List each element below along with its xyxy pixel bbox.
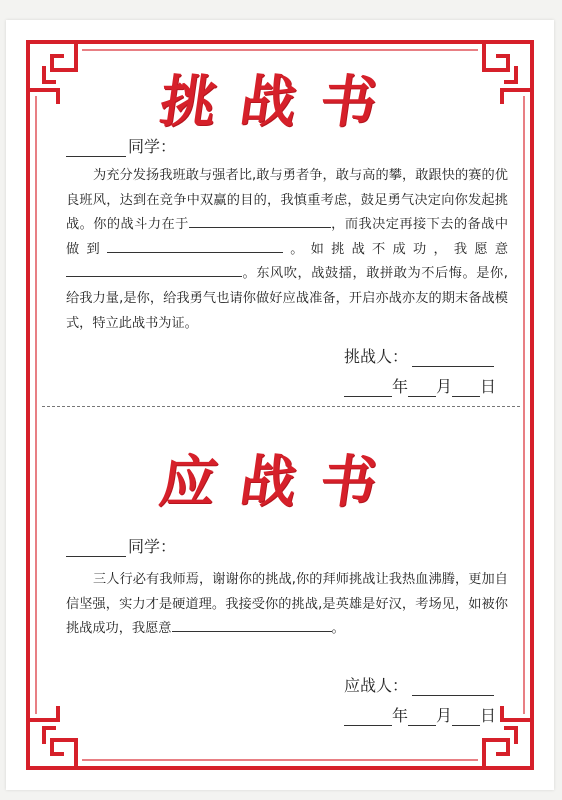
response-title: 应战书 (155, 449, 406, 515)
name-blank (66, 142, 126, 157)
month-blank (408, 711, 436, 726)
year-blank (344, 711, 392, 726)
year-blank (344, 382, 392, 397)
response-text-2: 。 (331, 621, 345, 637)
goal-blank (107, 238, 283, 253)
day-label: 日 (480, 377, 497, 396)
strength-blank (189, 213, 331, 228)
responder-signature (344, 673, 494, 696)
month-label: 月 (436, 377, 453, 396)
responder-blank (412, 681, 494, 696)
response-greeting (66, 534, 176, 557)
day-label: 日 (480, 706, 497, 725)
challenger-signature (344, 344, 494, 367)
challenger-label: 挑战人： (344, 347, 409, 366)
challenge-body (66, 164, 508, 336)
challenge-text-1: 为充分发扬我班敢与强者比,敢与勇者争，敢与高的攀，敢跟快的赛的优良班风，达到在竞争中双赢的目的，我慎重考虑，鼓足勇气决定向你发起挑战。你的战斗力在于 (66, 168, 508, 233)
responder-label: 应战人： (344, 676, 409, 695)
challenge-greeting (66, 134, 176, 157)
penalty-blank (66, 262, 242, 277)
day-blank (452, 711, 480, 726)
cut-line (42, 406, 520, 407)
year-label: 年 (392, 377, 409, 396)
wager-blank (172, 617, 332, 632)
name-blank (66, 542, 126, 557)
response-text-1: 三人行必有我师焉，谢谢你的挑战,你的拜师挑战让我热血沸腾，更加自信坚强，实力才是硬道理。我接受你的挑战,是英雄是好汉，考场见，如被你挑战成功，我愿意 (66, 572, 508, 637)
response-date (344, 703, 496, 726)
month-label: 月 (436, 706, 453, 725)
challenge-text-4: 。东风吹，战鼓擂，敢拼敢为不后悔。是你,给我力量,是你，给我勇气也请你做好应战准备，开启亦战亦友的期末备战模式，特立此战书为证。 (66, 266, 508, 331)
month-blank (408, 382, 436, 397)
challenge-title: 挑战书 (155, 69, 406, 135)
year-label: 年 (392, 706, 409, 725)
challenge-text-2: ，而我决定再接下去的备战中做到 (66, 217, 509, 257)
day-blank (452, 382, 480, 397)
challenge-date (344, 374, 496, 397)
greeting-text: 同学： (128, 137, 177, 156)
greeting-text: 同学： (128, 537, 177, 556)
challenge-text-3: 。如挑战不成功，我愿意 (282, 241, 509, 257)
challenger-blank (412, 352, 494, 367)
response-body (66, 568, 508, 642)
